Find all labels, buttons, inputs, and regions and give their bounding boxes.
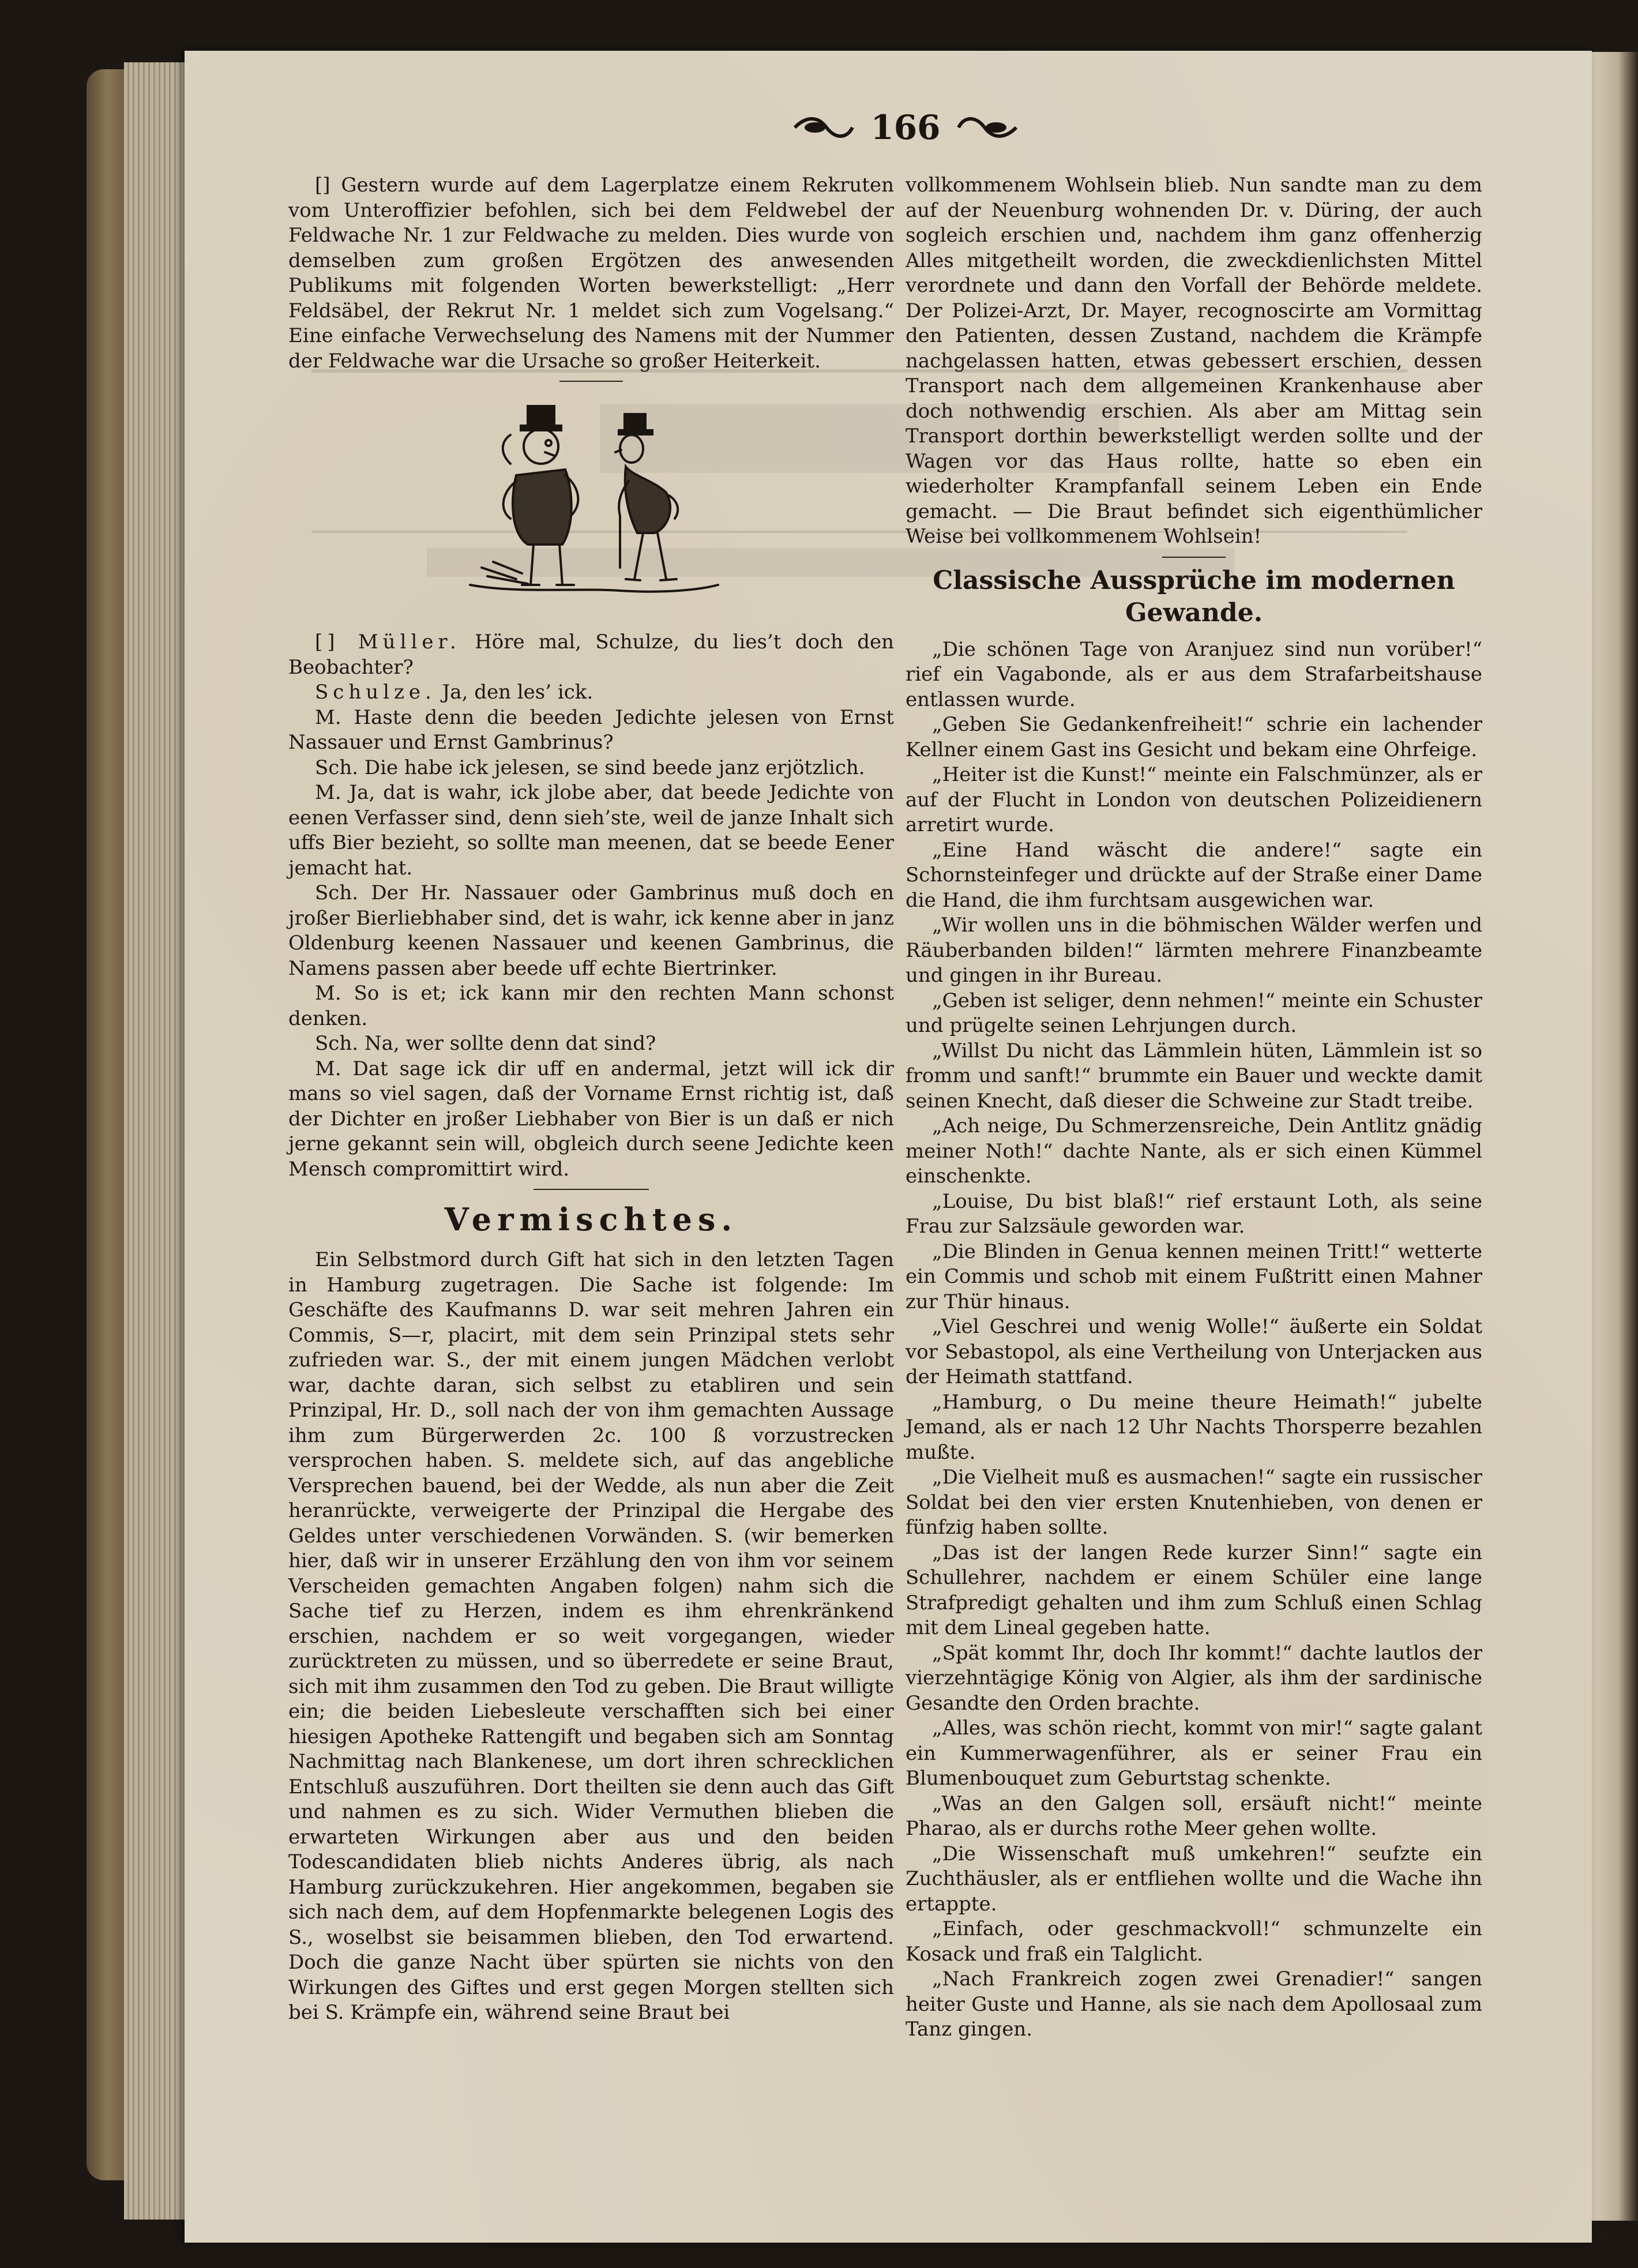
saying: „Geben Sie Gedankenfreiheit!“ schrie ein lachender Kellner einem Gast ins Gesicht und bekam eine Ohrfeige.: [906, 713, 1482, 761]
speech: Höre mal, Schulze, du lies’t doch den Beobachter?: [288, 630, 894, 679]
dialogue-line: [288, 705, 894, 756]
saying: „Die schönen Tage von Aranjuez sind nun vorüber!“ rief ein Vagabonde, als er aus dem Strafarbeitshause entlassen wurde.: [906, 637, 1482, 711]
speaker: [] Müller.: [315, 630, 461, 654]
saying: „Willst Du nicht das Lämmlein hüten, Lämmlein ist so fromm und sanft!“ brummte ein Bauer und weckte damit seinen Knecht, daß dieser die Schweine zur Stadt treibe.: [906, 1039, 1482, 1113]
section-title-vermischtes: Vermischtes.: [444, 1201, 738, 1238]
article-paragraph: Ein Selbstmord durch Gift hat sich in den letzten Tagen in Hamburg zugetragen. Die Sache ist folgende: Im Geschäfte des Kaufmanns D. war seit mehren Jahren ein Commis, S—r, placirt, mit dem sein Prinzipal stets sehr zufrieden war. S., der mit einem jungen Mädchen verlobt war, dachte daran, sich selbst zu etabliren und sein Prinzipal, Hr. D., soll nach der von ihm gemachten Aussage ihm zum Bürgerwerden 2c. 100 ß vorzustrecken versprochen haben. S. meldete sich, auf das angebliche Versprechen bauend, bei der Wedde, als nun aber die Zeit heranrückte, verweigerte der Prinzipal die Hergabe des Geldes unter verschiedenen Vorwänden. S. (wir bemerken hier, daß wir in unserer Erzählung den von ihm vor seinem Verscheiden gemachten Angaben folgen) nahm sich die Sache tief zu Herzen, indem es ihm ehrenkränkend erschien, nachdem er so weit vorgegangen, wieder zurücktreten zu müssen, und so überredete er seine Braut, sich mit ihm zusammen den Tod zu geben. Die Braut willigte ein; die beiden Liebesleute verschafften sich bei einer hiesigen Apotheke Rattengift und begaben sich am Sonntag Nachmittag nach Blankenese, um dort ihren schrecklichen Entschluß auszuführen. Dort theilten sie denn auch das Gift und nahmen es zu sich. Wider Vermuthen blieben die erwarteten Wirkungen aber aus und den beiden Todescandidaten blieb nichts Anderes übrig, als nach Hamburg zurückzukehren. Hier angekommen, begaben sie sich nach dem, auf dem Hopfenmarkte belegenen Logis des S., woselbst sie beisammen blieben, den Tod erwartend. Doch die ganze Nacht über spürten sie nichts von den Wirkungen des Giftes und erst gegen Morgen stellten sich bei S. Krämpfe ein, während seine Braut bei: [288, 1248, 894, 2024]
page-header: [784, 102, 1027, 153]
article-continuation: vollkommenem Wohlsein blieb. Nun sandte man zu dem auf der Neuenburg wohnenden Dr. v. Düring, der auch sogleich erschien und, nachdem ihm ganz offenherzig Alles mitgetheilt worden, die zweckdienlichsten Mittel verordnete und dann den Vorfall der Behörde meldete. Der Polizei-Arzt, Dr. Mayer, recognoscirte am Vormittag den Patienten, dessen Zustand, nachdem die Krämpfe nachgelassen hatten, etwas gebessert erschien, dessen Transport nach dem allgemeinen Krankenhause aber doch nothwendig erschien. Als aber am Mittag sein Transport dorthin bewerkstelligt werden sollte und der Wagen vor das Haus rollte, hatte so eben ein wiederholter Krampfanfall seinem Leben ein Ende gemacht. — Die Braut befindet sich eigenthümlicher Weise bei vollkommenem Wohlsein!: [906, 174, 1482, 548]
saying: „Das ist der langen Rede kurzer Sinn!“ sagte ein Schullehrer, nachdem er einem Schüler eine lange Strafpredigt gehalten und ihm zum Schluß einen Schlag mit dem Lineal gegeben hatte.: [906, 1541, 1482, 1639]
saying: „Wir wollen uns in die böhmischen Wälder werfen und Räuberbanden bilden!“ lärmten mehrere Finanzbeamte und gingen in ihr Bureau.: [906, 914, 1482, 987]
saying: „Nach Frankreich zogen zwei Grenadier!“ sangen heiter Guste und Hanne, als sie nach dem Apollosaal zum Tanz gingen.: [906, 1967, 1482, 2041]
section-title-classische: Classische Aussprüche im modernen Gewande.: [933, 565, 1455, 628]
page-number: 166: [870, 108, 941, 147]
speech: Der Hr. Nassauer oder Gambrinus muß doch en jroßer Bierliebhaber sind, det is wahr, ick kenne aber in janz Oldenburg keenen Nassauer und keenen Gambrinus, die Namens passen aber beede uff echte Biertrinker.: [288, 881, 894, 980]
speech: Die habe ick jelesen, se sind beede janz erjötzlich.: [364, 756, 865, 779]
saying: „Heiter ist die Kunst!“ meinte ein Falschmünzer, als er auf der Flucht in London von deutschen Polizeidienern arretirt wurde.: [906, 763, 1482, 836]
saying: „Einfach, oder geschmackvoll!“ schmunzelte ein Kosack und fraß ein Talglicht.: [906, 1917, 1482, 1966]
divider: [559, 381, 623, 382]
dialogue-line: [288, 680, 894, 705]
speaker: Schulze.: [315, 681, 436, 704]
saying: „Die Vielheit muß es ausmachen!“ sagte ein russischer Soldat bei den vier ersten Knutenhieben, von denen er fünfzig haben sollte.: [906, 1466, 1482, 1539]
dialogue-line: [288, 780, 894, 881]
speaker: M.: [315, 705, 341, 729]
ornament-left-icon: [792, 116, 855, 139]
speaker: Sch.: [315, 1032, 359, 1055]
speaker: Sch.: [315, 756, 359, 779]
saying: „Eine Hand wäscht die andere!“ sagte ein Schornsteinfeger und drückte auf der Straße einer Dame die Hand, die ihm furchtsam ausgewichen war.: [906, 838, 1482, 912]
speech: Ja, den les’ ick.: [442, 681, 593, 704]
saying: „Alles, was schön riecht, kommt von mir!“ sagte galant ein Kummerwagenführer, als er seiner Frau ein Blumenbouquet zum Geburtstag schenkte.: [906, 1717, 1482, 1790]
anecdote-paragraph: [] Gestern wurde auf dem Lagerplatze einem Rekruten vom Unteroffizier befohlen, sich bei dem Feldwebel der Feldwache Nr. 1 zur Feldwache zu melden. Dies wurde von demselben zum großen Ergötzen des anwesenden Publikums mit folgenden Worten bewerkstelligt: „Herr Feldsäbel, der Rekrut Nr. 1 meldet sich zum Vogelsang.“ Eine einfache Verwechselung des Namens mit der Nummer der Feldwache war die Ursache so großer Heiterkeit.: [288, 174, 894, 373]
ornament-right-icon: [956, 116, 1019, 139]
cartoon-illustration: [447, 395, 735, 614]
page-edges: [124, 62, 193, 2220]
speech: Na, wer sollte denn dat sind?: [364, 1032, 656, 1055]
dialogue-line: [288, 1057, 894, 1182]
saying: „Geben ist seliger, denn nehmen!“ meinte ein Schuster und prügelte seinen Lehrjungen durch.: [906, 989, 1482, 1037]
speaker: M.: [315, 982, 341, 1005]
dialogue-line: [288, 756, 894, 781]
saying: „Hamburg, o Du meine theure Heimath!“ jubelte Jemand, als er nach 12 Uhr Nachts Thorsperre bezahlen mußte.: [906, 1390, 1482, 1464]
facing-page-edge: [1589, 52, 1638, 2221]
speech: Ja, dat is wahr, ick jlobe aber, dat beede Jedichte von eenen Verfasser sind, denn sieh’ste, weil de janze Inhalt sich uffs Bier bezieht, so sollte man meenen, dat se beede Eener jemacht hat.: [288, 781, 895, 880]
saying: „Was an den Galgen soll, ersäuft nicht!“ meinte Pharao, als er durchs rothe Meer gehen wollte.: [906, 1792, 1482, 1840]
dialogue-line: [288, 881, 894, 981]
right-column: [906, 173, 1482, 2042]
dialogue-line: [288, 1031, 894, 1057]
dialogue-line: [288, 630, 894, 680]
speech: Haste denn die beeden Jedichte jelesen von Ernst Nassauer und Ernst Gambrinus?: [288, 705, 894, 754]
speaker: M.: [315, 1057, 341, 1080]
dialogue-line: [288, 981, 894, 1031]
speaker: M.: [315, 781, 341, 804]
saying: „Ach neige, Du Schmerzensreiche, Dein Antlitz gnädig meiner Noth!“ dachte Nante, als er sich einen Kümmel einschenkte.: [906, 1114, 1482, 1188]
speech: Dat sage ick dir uff en andermal, jetzt will ick dir mans so viel sagen, daß der Vorname Ernst richtig ist, daß der Dichter en jroßer Liebhaber von Bier is un daß er nich jerne gekannt sein will, obgleich durch seene Jedichte keen Mensch compromittirt wird.: [288, 1057, 894, 1181]
speech: So is et; ick kann mir den rechten Mann schonst denken.: [288, 982, 895, 1030]
saying: „Viel Geschrei und wenig Wolle!“ äußerte ein Soldat vor Sebastopol, als eine Vertheilung von Unterjacken aus der Heimath stattfand.: [906, 1315, 1482, 1388]
divider: [1162, 557, 1226, 558]
saying: „Spät kommt Ihr, doch Ihr kommt!“ dachte lautlos der vierzehntägige König von Algier, als ihm der sardinische Gesandte den Orden brachte.: [906, 1641, 1482, 1715]
saying: „Die Wissenschaft muß umkehren!“ seufzte ein Zuchthäusler, als er entfliehen wollte und die Wache ihn ertappte.: [906, 1842, 1482, 1916]
speaker: Sch.: [315, 881, 359, 904]
saying: „Die Blinden in Genua kennen meinen Tritt!“ wetterte ein Commis und schob mit einem Fußtritt einen Mahner zur Thür hinaus.: [906, 1240, 1482, 1313]
saying: „Louise, Du bist blaß!“ rief erstaunt Loth, als seine Frau zur Salzsäule geworden war.: [906, 1189, 1482, 1238]
divider: [534, 1189, 649, 1190]
left-column: [288, 173, 894, 2026]
